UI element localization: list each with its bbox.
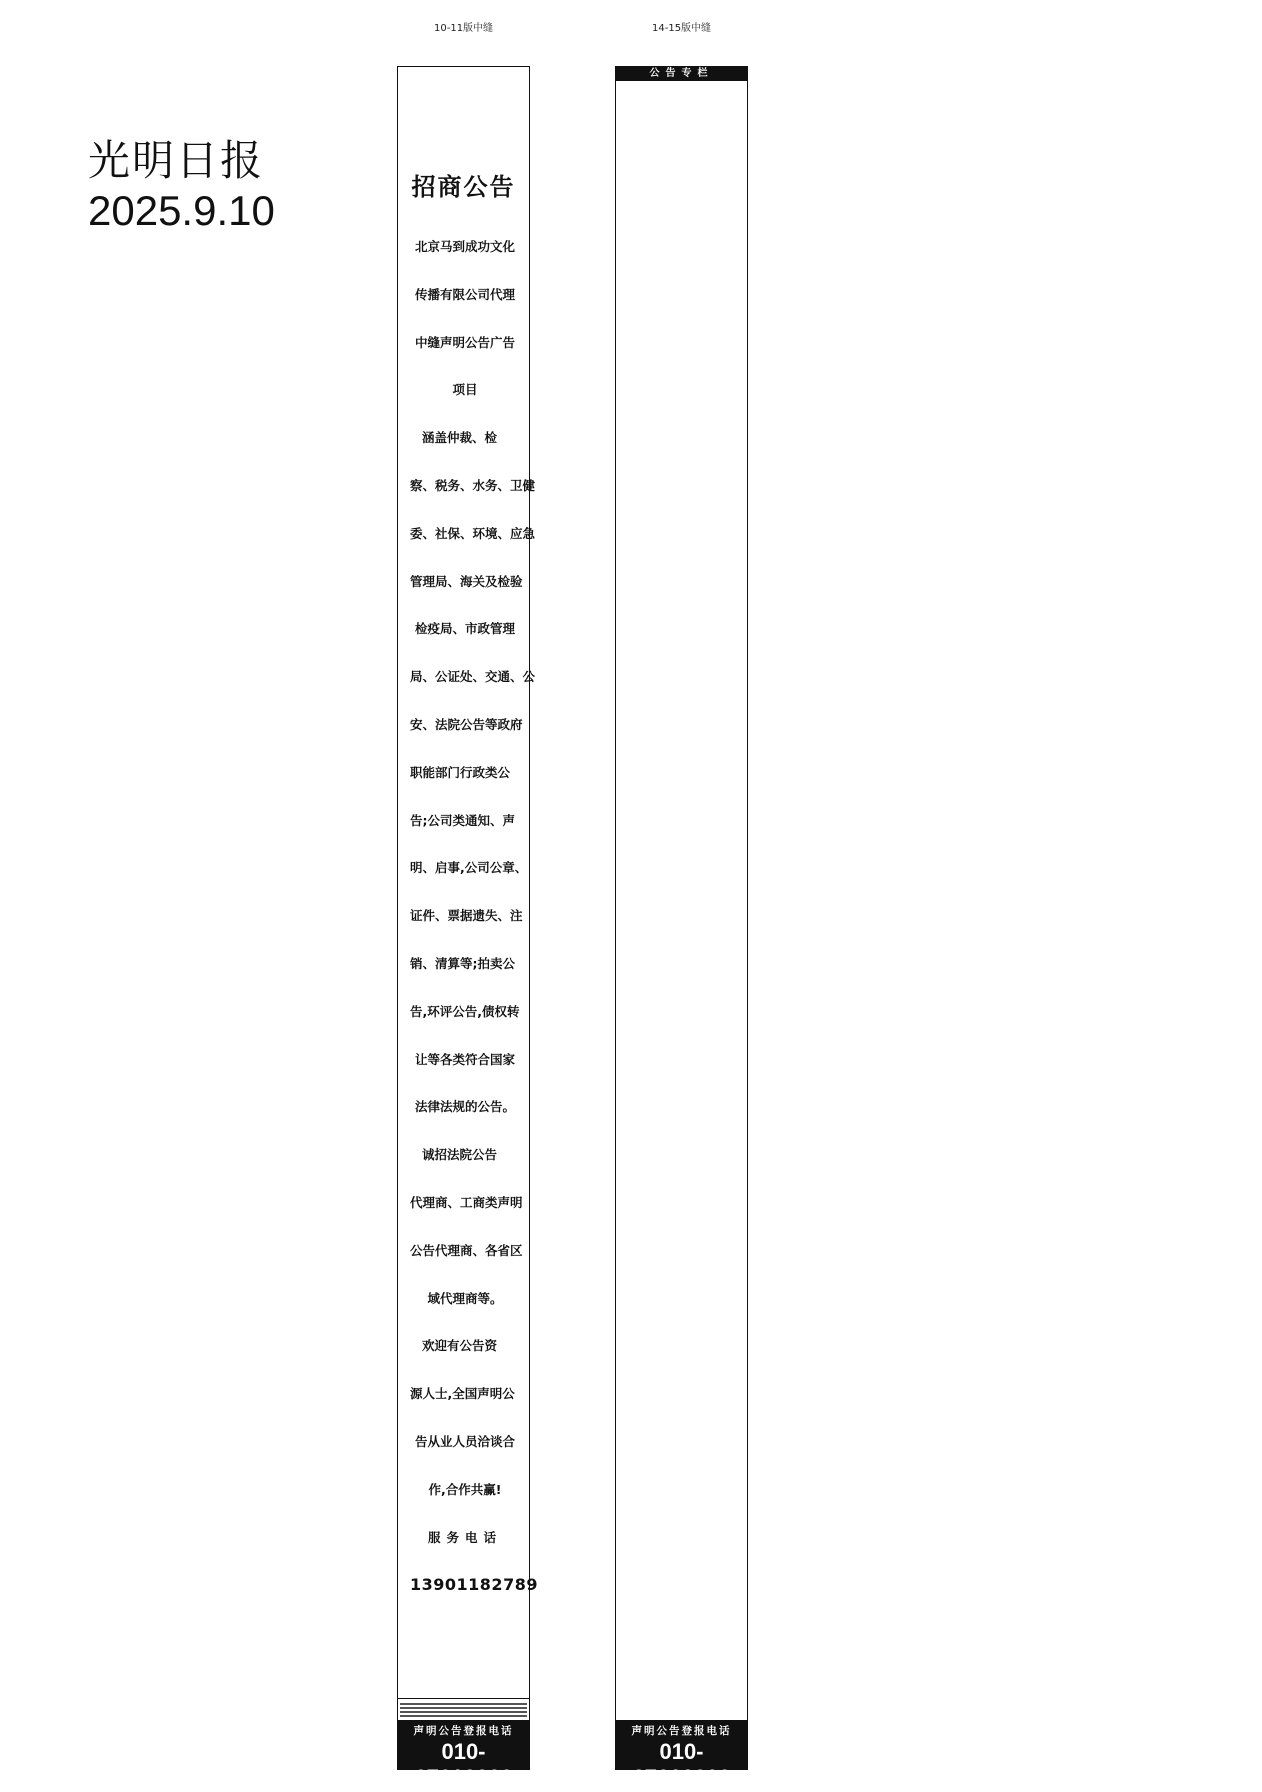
fine-print-line [400, 1711, 527, 1713]
notice-line: 告从业人员洽谈合 [414, 1433, 515, 1449]
issue-date: 2025.9.10 [88, 187, 275, 234]
notice-line: 委、社保、环境、应急 [410, 525, 536, 541]
notice-line: 北京马到成功文化 [414, 239, 515, 254]
notice-line: 欢迎有公告资 [422, 1338, 498, 1354]
notice-line: 法律法规的公告。 [414, 1099, 515, 1115]
notice-body [410, 223, 538, 1609]
notice-line: 销、清算等;拍卖公 [410, 955, 515, 971]
notice-line: 传播有限公司代理 [414, 286, 515, 302]
notice-line: 明、启事,公司公章、 [410, 860, 528, 876]
notice-line: 公告代理商、各省区 [410, 1242, 523, 1258]
masthead [88, 136, 348, 236]
notice-line: 中缝声明公告广告 [414, 334, 515, 350]
service-phone-heading: 服务电话 [427, 1529, 502, 1545]
notice-line: 检疫局、市政管理 [414, 621, 515, 637]
hotline-banner-right [616, 1720, 747, 1790]
notice-line: 代理商、工商类声明 [410, 1194, 523, 1210]
notice-line: 安、法院公告等政府 [410, 716, 523, 732]
notice-line: 域代理商等。 [427, 1290, 503, 1306]
notice-line: 项目 [452, 382, 478, 398]
fine-print-line [400, 1707, 527, 1709]
hotline-label: 声明公告登报电话 [631, 1725, 732, 1737]
fine-print-line [400, 1703, 527, 1705]
fine-print-line [400, 1715, 527, 1717]
page-label-right: 14-15版中缝 [652, 23, 712, 34]
announcement-column-header: 公告专栏 [616, 67, 747, 81]
notice-line: 诚招法院公告 [422, 1147, 498, 1163]
recruitment-notice-column [397, 66, 538, 1790]
notice-line: 察、税务、水务、卫健 [410, 477, 536, 493]
notice-line: 管理局、海关及检验 [410, 573, 523, 589]
notice-line: 涵盖仲裁、检 [422, 430, 498, 446]
notice-line: 告;公司类通知、声 [410, 812, 515, 828]
notice-line: 证件、票据遗失、注 [410, 908, 523, 924]
fine-print-block [398, 1698, 529, 1720]
notice-line: 源人士,全国声明公 [410, 1386, 515, 1402]
notice-line: 让等各类符合国家 [414, 1051, 515, 1067]
page-label-left: 10-11版中缝 [434, 23, 494, 34]
notice-line: 职能部门行政类公 [410, 764, 511, 780]
service-phone-number: 13901182789 [410, 1575, 538, 1595]
hotline-banner-left [398, 1720, 529, 1790]
paper-name: 光明日报 [88, 136, 265, 185]
notice-line: 局、公证处、交通、公 [410, 669, 536, 685]
notice-line: 作,合作共赢! [428, 1481, 502, 1497]
notice-line: 告,环评公告,债权转 [410, 1003, 520, 1019]
announcement-column [615, 66, 748, 1790]
hotline-label: 声明公告登报电话 [413, 1725, 514, 1737]
notice-title: 招商公告 [411, 173, 516, 201]
hotline-number: 010-67616666 [414, 1739, 513, 1790]
hotline-number: 010-67616666 [632, 1739, 731, 1790]
